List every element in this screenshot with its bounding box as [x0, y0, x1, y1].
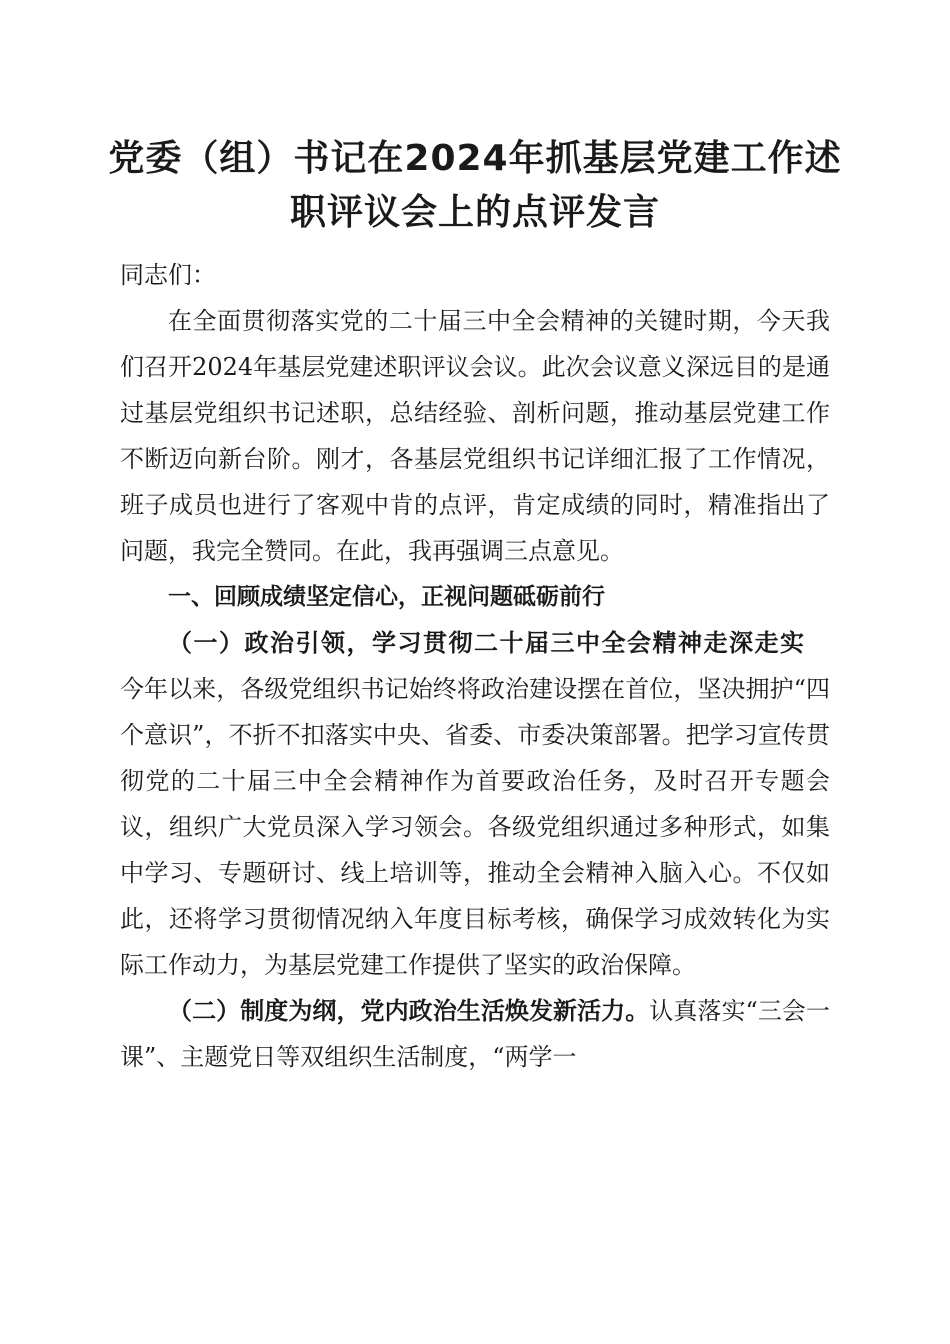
intro-paragraph: 在全面贯彻落实党的二十届三中全会精神的关键时期，今天我们召开2024年基层党建述职评议会议。此次会议意义深远目的是通过基层党组织书记述职，总结经验、剖析问题，推动基层党建工作不断迈向新台阶。刚才，各基层党组织书记详细汇报了工作情况，班子成员也进行了客观中肯的点评，肯定成绩的同时，精准指出了问题，我完全赞同。在此，我再强调三点意见。	[120, 307, 830, 565]
subsection-1-heading: （一）政治引领，学习贯彻二十届三中全会精神走深走实	[168, 628, 806, 657]
subsection-1-body: 今年以来，各级党组织书记始终将政治建设摆在首位，坚决拥护“四个意识”，不折不扣落实中央、省委、市委决策部署。把学习宣传贯彻党的二十届三中全会精神作为首要政治任务，及时召开专题会议，组织广大党员深入学习领会。各级党组织通过多种形式，如集中学习、专题研讨、线上培训等，推动全会精神入脑入心。不仅如此，还将学习贯彻情况纳入年度目标考核，确保学习成效转化为实际工作动力，为基层党建工作提供了坚实的政治保障。	[120, 675, 830, 979]
subsection-2-lead: （二）制度为纲，党内政治生活焕发新活力。	[168, 996, 650, 1025]
salutation: 同志们：	[120, 261, 216, 289]
subsection-2-paragraph	[120, 988, 830, 1080]
title-line-2: 职评议会上的点评发言	[289, 192, 660, 233]
title-line-1: 党委（组）书记在2024年抓基层党建工作述	[108, 138, 842, 179]
section-1-heading: 一、回顾成绩坚定信心，正视问题砥砺前行	[168, 584, 605, 610]
document-body	[120, 252, 830, 1080]
subsection-2-body: 认真落实“三会一课”、主题党日等双组织生活制度，“两学一	[120, 997, 830, 1071]
document-title	[90, 132, 860, 240]
